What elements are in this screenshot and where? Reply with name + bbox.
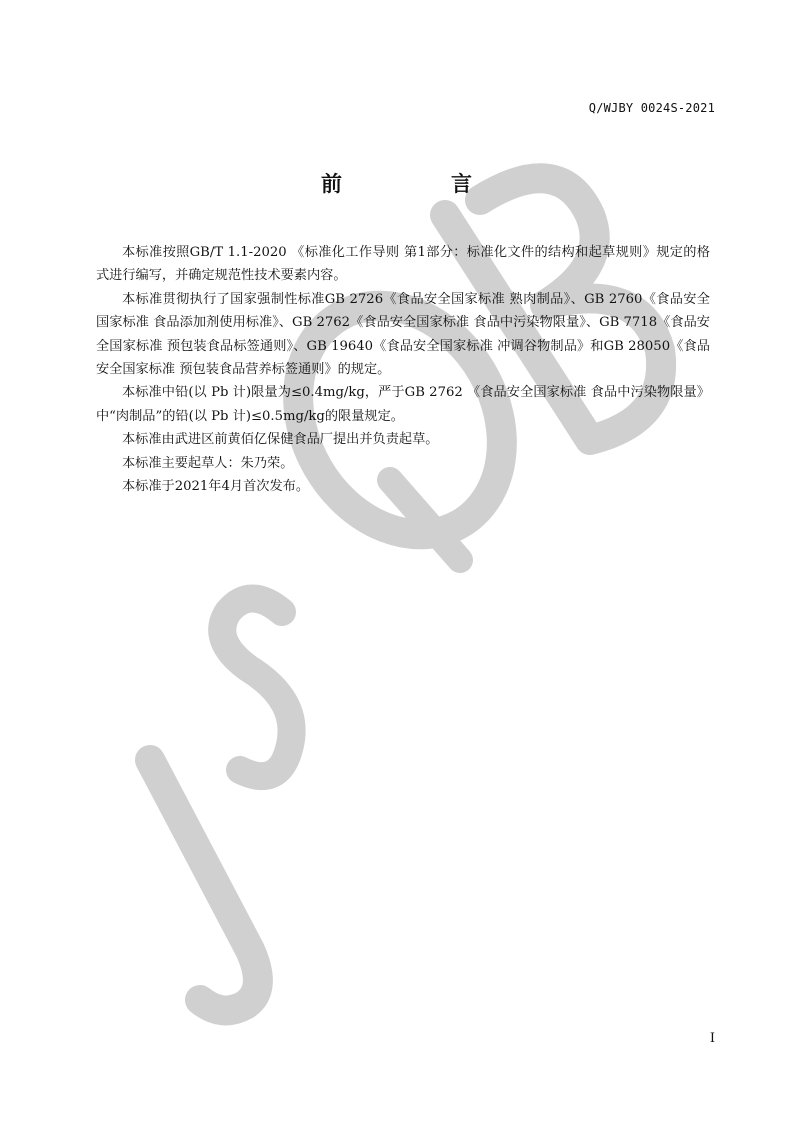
paragraph-lead-limit: 本标准中铅(以 Pb 计)限量为≤0.4mg/kg，严于GB 2762 《食品安全国家标准 食品中污染物限量》中“肉制品”的铅(以 Pb 计)≤0.5mg/kg的限量规定。: [96, 385, 710, 424]
watermark-letter-j: [150, 760, 258, 1010]
paragraph-release: 本标准于2021年4月首次发布。: [122, 479, 310, 495]
paragraph-format: 本标准按照GB/T 1.1-2020 《标准化工作导则 第1部分：标准化文件的结构和起草规则》规定的格式进行编写，并确定规范性技术要素内容。: [96, 245, 710, 284]
paragraph-drafter: 本标准主要起草人：朱乃荣。: [122, 455, 294, 471]
watermark-letter-s: [222, 599, 291, 777]
page-number: I: [709, 1031, 715, 1046]
document-code: Q/WJBY 0024S-2021: [588, 101, 715, 115]
page-title: 前 言: [321, 172, 516, 196]
paragraph-drafter-org: 本标准由武进区前黄佰亿保健食品厂提出并负责起草。: [122, 432, 439, 448]
document-body: [96, 241, 710, 498]
paragraph-standards: 本标准贯彻执行了国家强制性标准GB 2726《食品安全国家标准 熟肉制品》、GB 2760《食品安全国家标准 食品添加剂使用标准》、GB 2762《食品安全国家标准 食品中污染物限量》、GB 7718《食品安全国家标准 预包装食品标签通则》、GB 19640《食品安全国家标准 冲调谷物制品》和GB 28050《食品安全国家标准 预包装食品营养标签通则》的规定。: [96, 291, 710, 378]
